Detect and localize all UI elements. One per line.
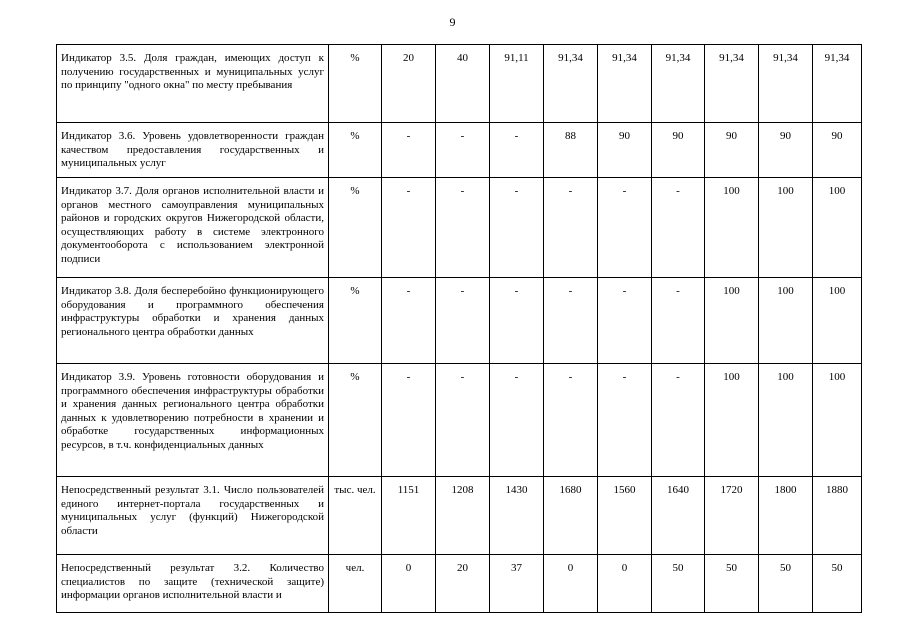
unit-cell: % bbox=[329, 278, 382, 364]
value-cell: 100 bbox=[705, 364, 759, 477]
value-cell: - bbox=[490, 178, 544, 278]
table-body bbox=[57, 45, 862, 613]
value-cell: 91,34 bbox=[705, 45, 759, 123]
unit-cell: % bbox=[329, 364, 382, 477]
value-cell: 91,34 bbox=[598, 45, 652, 123]
value-cell: 100 bbox=[813, 364, 862, 477]
value-cell: 40 bbox=[436, 45, 490, 123]
value-cell: 100 bbox=[759, 278, 813, 364]
value-cell: 100 bbox=[759, 178, 813, 278]
indicator-description: Индикатор 3.5. Доля граждан, имеющих доступ к получению государственных и муниципальных услуг по принципу "одного окна" по месту пребывания bbox=[57, 45, 329, 123]
value-cell: 100 bbox=[813, 178, 862, 278]
value-cell: 91,11 bbox=[490, 45, 544, 123]
value-cell: - bbox=[544, 278, 598, 364]
value-cell: - bbox=[490, 123, 544, 178]
table-row bbox=[57, 555, 862, 613]
indicator-description: Индикатор 3.8. Доля бесперебойно функционирующего оборудования и программного обеспечения инфраструктуры обработки и хранения данных регионального центра обработки данных bbox=[57, 278, 329, 364]
value-cell: 91,34 bbox=[544, 45, 598, 123]
unit-cell: % bbox=[329, 45, 382, 123]
value-cell: - bbox=[598, 178, 652, 278]
value-cell: 20 bbox=[436, 555, 490, 613]
value-cell: 20 bbox=[382, 45, 436, 123]
unit-cell: тыс. чел. bbox=[329, 477, 382, 555]
value-cell: 1880 bbox=[813, 477, 862, 555]
value-cell: 100 bbox=[759, 364, 813, 477]
value-cell: - bbox=[436, 178, 490, 278]
value-cell: - bbox=[544, 364, 598, 477]
value-cell: 91,34 bbox=[759, 45, 813, 123]
value-cell: 1640 bbox=[652, 477, 705, 555]
value-cell: 100 bbox=[705, 178, 759, 278]
table-row bbox=[57, 45, 862, 123]
unit-cell: % bbox=[329, 123, 382, 178]
value-cell: - bbox=[436, 278, 490, 364]
value-cell: 100 bbox=[813, 278, 862, 364]
value-cell: 91,34 bbox=[652, 45, 705, 123]
value-cell: 90 bbox=[813, 123, 862, 178]
value-cell: 1151 bbox=[382, 477, 436, 555]
unit-cell: % bbox=[329, 178, 382, 278]
value-cell: - bbox=[490, 278, 544, 364]
value-cell: - bbox=[382, 278, 436, 364]
value-cell: 90 bbox=[759, 123, 813, 178]
table-row bbox=[57, 477, 862, 555]
value-cell: - bbox=[598, 364, 652, 477]
value-cell: 50 bbox=[759, 555, 813, 613]
value-cell: 0 bbox=[598, 555, 652, 613]
table-row bbox=[57, 278, 862, 364]
value-cell: 1720 bbox=[705, 477, 759, 555]
value-cell: - bbox=[436, 123, 490, 178]
indicator-description: Индикатор 3.6. Уровень удовлетворенности граждан качеством предоставления государственных и муниципальных услуг bbox=[57, 123, 329, 178]
page-number: 9 bbox=[449, 15, 456, 29]
table-row bbox=[57, 123, 862, 178]
value-cell: 88 bbox=[544, 123, 598, 178]
value-cell: 90 bbox=[598, 123, 652, 178]
value-cell: 1800 bbox=[759, 477, 813, 555]
value-cell: 0 bbox=[382, 555, 436, 613]
value-cell: 100 bbox=[705, 278, 759, 364]
value-cell: - bbox=[436, 364, 490, 477]
value-cell: 50 bbox=[705, 555, 759, 613]
unit-cell: чел. bbox=[329, 555, 382, 613]
value-cell: 90 bbox=[652, 123, 705, 178]
value-cell: - bbox=[652, 178, 705, 278]
value-cell: - bbox=[490, 364, 544, 477]
value-cell: 1208 bbox=[436, 477, 490, 555]
value-cell: - bbox=[382, 178, 436, 278]
value-cell: 1430 bbox=[490, 477, 544, 555]
value-cell: - bbox=[652, 364, 705, 477]
value-cell: 50 bbox=[813, 555, 862, 613]
indicators-table bbox=[56, 44, 862, 613]
value-cell: - bbox=[652, 278, 705, 364]
value-cell: 91,34 bbox=[813, 45, 862, 123]
value-cell: 1560 bbox=[598, 477, 652, 555]
value-cell: 0 bbox=[544, 555, 598, 613]
value-cell: 90 bbox=[705, 123, 759, 178]
value-cell: 50 bbox=[652, 555, 705, 613]
indicator-description: Непосредственный результат 3.2. Количество специалистов по защите (технической защите) информации органов исполнительной власти и bbox=[57, 555, 329, 613]
table-row bbox=[57, 364, 862, 477]
value-cell: 1680 bbox=[544, 477, 598, 555]
indicator-description: Индикатор 3.7. Доля органов исполнительной власти и органов местного самоуправления муниципальных районов и городских округов Нижегородской области, осуществляющих работу в системе электронного документооборота с использованием электронной подписи bbox=[57, 178, 329, 278]
indicator-description: Непосредственный результат 3.1. Число пользователей единого интернет-портала государственных и муниципальных услуг (функций) Нижегородской области bbox=[57, 477, 329, 555]
value-cell: - bbox=[598, 278, 652, 364]
table-row bbox=[57, 178, 862, 278]
value-cell: - bbox=[544, 178, 598, 278]
value-cell: 37 bbox=[490, 555, 544, 613]
value-cell: - bbox=[382, 123, 436, 178]
value-cell: - bbox=[382, 364, 436, 477]
indicator-description: Индикатор 3.9. Уровень готовности оборудования и программного обеспечения инфраструктуры обработки и хранения данных регионального центра обработки данных к удовлетворению потребности в хранении и обработке государственных информационных ресурсов, в т.ч. конфиденциальных данных bbox=[57, 364, 329, 477]
